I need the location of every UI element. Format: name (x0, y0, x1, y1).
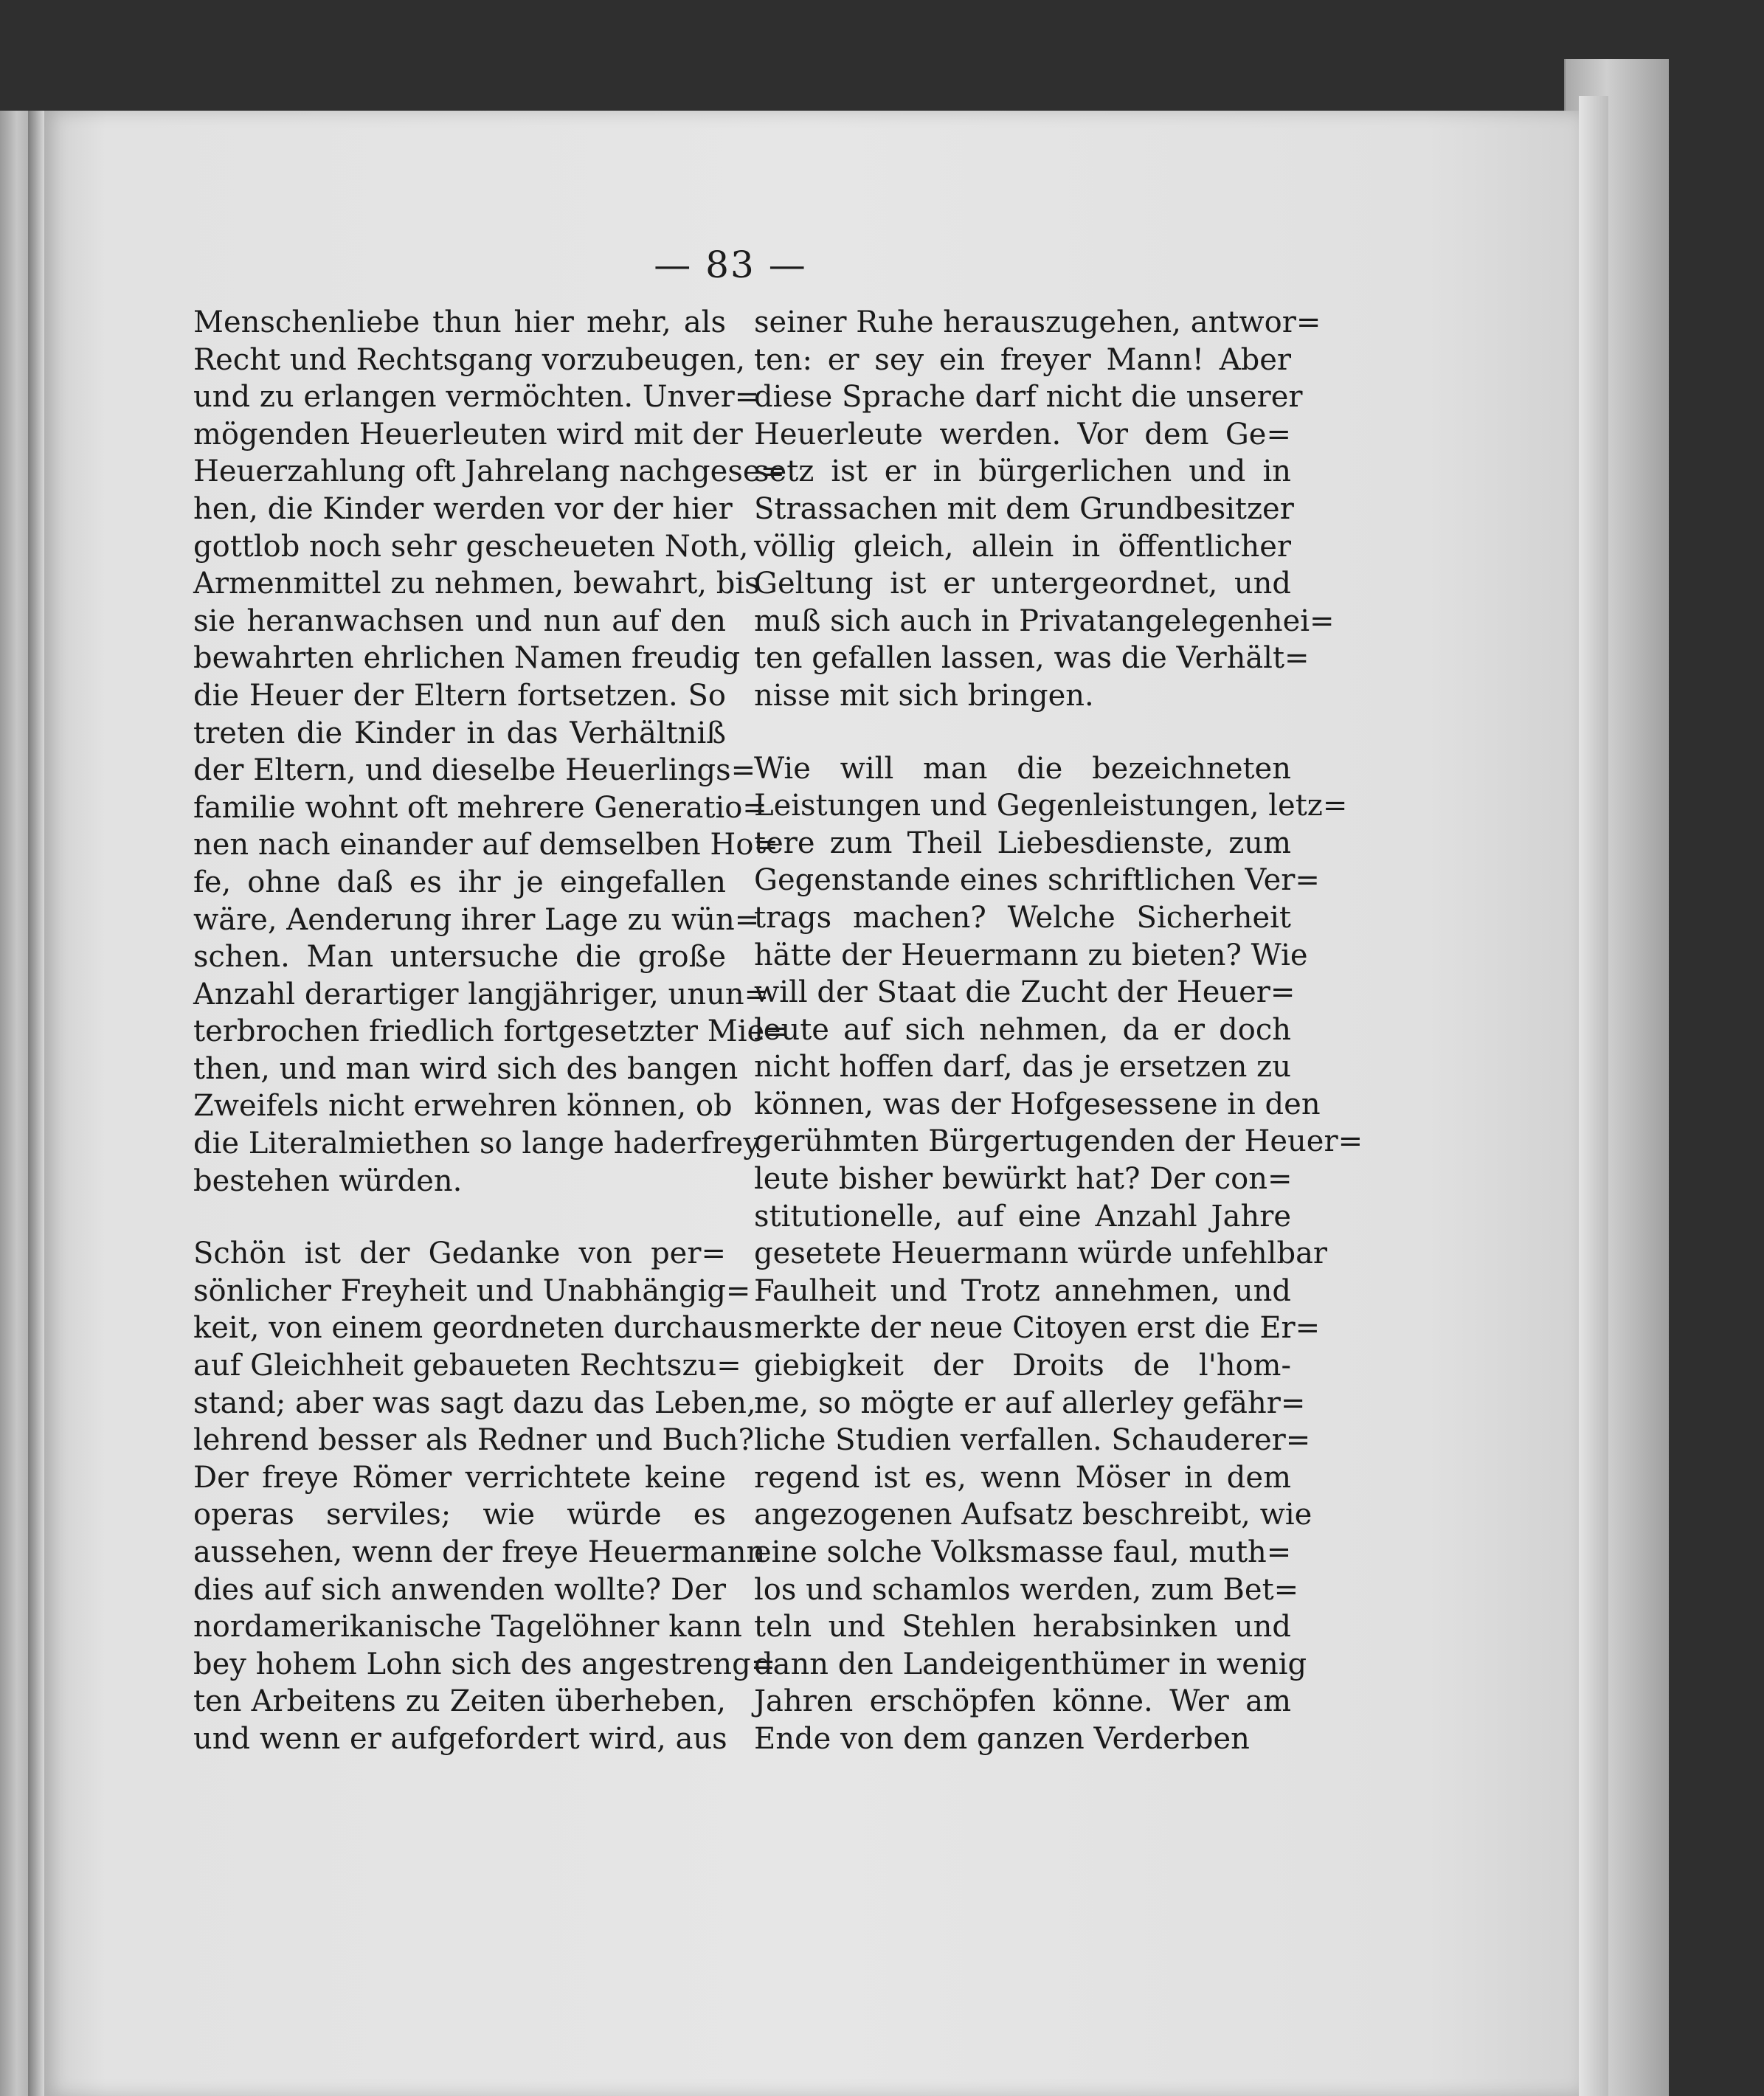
text-line: muß sich auch in Privatangelegenhei= (754, 603, 1335, 638)
text-line: Leistungen und Gegenleistungen, letz= (754, 789, 1348, 823)
text-line: bestehen würden. (193, 1163, 463, 1198)
text-line: Strassachen mit dem Grundbesitzer (754, 491, 1294, 526)
text-line: können, was der Hofgesessene in den (754, 1087, 1321, 1121)
text-line: Anzahl derartiger langjähriger, unun= (193, 977, 769, 1011)
text-line: Recht und Rechtsgang vorzubeugen, (193, 342, 746, 377)
text-line: liche Studien verfallen. Schauderer= (754, 1423, 1311, 1458)
text-line: nen nach einander auf demselben Ho= (193, 828, 778, 862)
text-line: schen. Man untersuche die große (193, 940, 726, 975)
text-line: merkte der neue Citoyen erst die Er= (754, 1311, 1321, 1346)
text-line: bewahrten ehrlichen Namen freudig (193, 641, 741, 676)
text-line: angezogenen Aufsatz beschreibt, wie (754, 1498, 1312, 1532)
text-line: Faulheit und Trotz annehmen, und (754, 1273, 1291, 1308)
text-line: nordamerikanische Tagelöhner kann (193, 1610, 742, 1644)
text-line: los und schamlos werden, zum Bet= (754, 1572, 1299, 1607)
facing-page-edge (0, 111, 28, 2096)
text-line: Wie will man die bezeichneten (754, 751, 1291, 786)
text-line: Armenmittel zu nehmen, bewahrt, bis (193, 567, 760, 601)
text-line: seiner Ruhe herauszugehen, antwor= (754, 305, 1321, 339)
text-line: Zweifels nicht erwehren können, ob (193, 1089, 733, 1124)
text-line: gerühmten Bürgertugenden der Heuer= (754, 1124, 1363, 1159)
text-line: diese Sprache darf nicht die unserer (754, 380, 1303, 415)
paragraph (193, 304, 789, 1200)
text-column-right (754, 304, 1363, 1758)
text-line: gottlob noch sehr gescheueten Noth, (193, 529, 749, 564)
text-line: nicht hoffen darf, das je ersetzen zu (754, 1050, 1291, 1085)
text-line: setz ist er in bürgerlichen und in (754, 454, 1291, 489)
text-line: völlig gleich, allein in öffentlicher (754, 529, 1291, 564)
text-line: Ende von dem ganzen Verderben (754, 1721, 1250, 1756)
text-line: mögenden Heuerleuten wird mit der (193, 417, 743, 452)
text-line: then, und man wird sich des bangen (193, 1051, 739, 1086)
page-number: — 83 — (654, 243, 807, 286)
paragraph-gap (193, 1200, 726, 1235)
text-line: stitutionelle, auf eine Anzahl Jahre (754, 1199, 1291, 1234)
text-line: die Heuer der Eltern fortsetzen. So (193, 678, 726, 713)
paragraph-gap (754, 715, 1291, 750)
text-line: sönlicher Freyheit und Unabhängig= (193, 1273, 751, 1308)
text-line: fe, ohne daß es ihr je eingefallen (193, 865, 726, 899)
text-line: eine solche Volksmasse faul, muth= (754, 1535, 1292, 1569)
text-line: bey hohem Lohn sich des angestreng= (193, 1647, 776, 1681)
text-line: regend ist es, wenn Möser in dem (754, 1460, 1291, 1495)
text-line: lehrend besser als Redner und Buch? (193, 1423, 755, 1458)
text-line: der Eltern, und dieselbe Heuerlings= (193, 753, 756, 788)
book-gutter (28, 111, 44, 2096)
text-line: stand; aber was sagt dazu das Leben, (193, 1386, 756, 1420)
text-line: hätte der Heuermann zu bieten? Wie (754, 938, 1308, 972)
text-line: nisse mit sich bringen. (754, 678, 1094, 713)
text-line: sie heranwachsen und nun auf den (193, 603, 726, 638)
text-line: familie wohnt oft mehrere Generatio= (193, 790, 767, 825)
text-line: Heuerleute werden. Vor dem Ge= (754, 417, 1291, 452)
text-line: leute bisher bewürkt hat? Der con= (754, 1162, 1293, 1197)
text-line: treten die Kinder in das Verhältniß (193, 716, 726, 750)
text-line: Der freye Römer verrichtete keine (193, 1460, 726, 1495)
text-line: giebigkeit der Droits de l'hom- (754, 1349, 1291, 1383)
text-line: wäre, Aenderung ihrer Lage zu wün= (193, 902, 760, 937)
text-line: ten Arbeitens zu Zeiten überheben, (193, 1684, 726, 1719)
text-line: operas serviles; wie würde es (193, 1498, 726, 1532)
text-line: Menschenliebe thun hier mehr, als (193, 305, 726, 339)
text-line: aussehen, wenn der freye Heuermann (193, 1535, 766, 1569)
text-line: dann den Landeigenthümer in wenig (754, 1647, 1307, 1681)
text-line: ten: er sey ein freyer Mann! Aber (754, 342, 1291, 377)
text-line: Heuerzahlung oft Jahrelang nachgese= (193, 454, 786, 489)
paragraph (193, 1235, 776, 1757)
text-line: teln und Stehlen herabsinken und (754, 1610, 1291, 1644)
text-line: die Literalmiethen so lange haderfrey (193, 1127, 760, 1161)
text-line: keit, von einem geordneten durchaus (193, 1311, 753, 1346)
paragraph (754, 750, 1363, 1758)
text-line: gesetete Heuermann würde unfehlbar (754, 1236, 1328, 1271)
text-line: Jahren erschöpfen könne. Wer am (754, 1684, 1291, 1719)
text-line: Geltung ist er untergeordnet, und (754, 567, 1291, 601)
text-line: me, so mögte er auf allerley gefähr= (754, 1386, 1306, 1420)
paragraph (754, 304, 1335, 715)
text-line: hen, die Kinder werden vor der hier (193, 491, 733, 526)
text-line: und zu erlangen vermöchten. Unver= (193, 380, 760, 415)
text-line: trags machen? Welche Sicherheit (754, 900, 1291, 935)
text-column-left (193, 304, 789, 1758)
text-line: auf Gleichheit gebaueten Rechtszu= (193, 1349, 741, 1383)
text-line: will der Staat die Zucht der Heuer= (754, 975, 1296, 1010)
text-line: ten gefallen lassen, was die Verhält= (754, 641, 1310, 676)
text-line: terbrochen friedlich fortgesetzter Mie= (193, 1014, 789, 1049)
text-line: leute auf sich nehmen, da er doch (754, 1012, 1291, 1047)
text-line: tere zum Theil Liebesdienste, zum (754, 826, 1291, 860)
page-stack-edge (1579, 96, 1608, 2096)
text-line: und wenn er aufgefordert wird, aus (193, 1721, 727, 1756)
text-line: dies auf sich anwenden wollte? Der (193, 1572, 726, 1607)
text-line: Gegenstande eines schriftlichen Ver= (754, 863, 1320, 898)
text-line: Schön ist der Gedanke von per= (193, 1236, 726, 1271)
